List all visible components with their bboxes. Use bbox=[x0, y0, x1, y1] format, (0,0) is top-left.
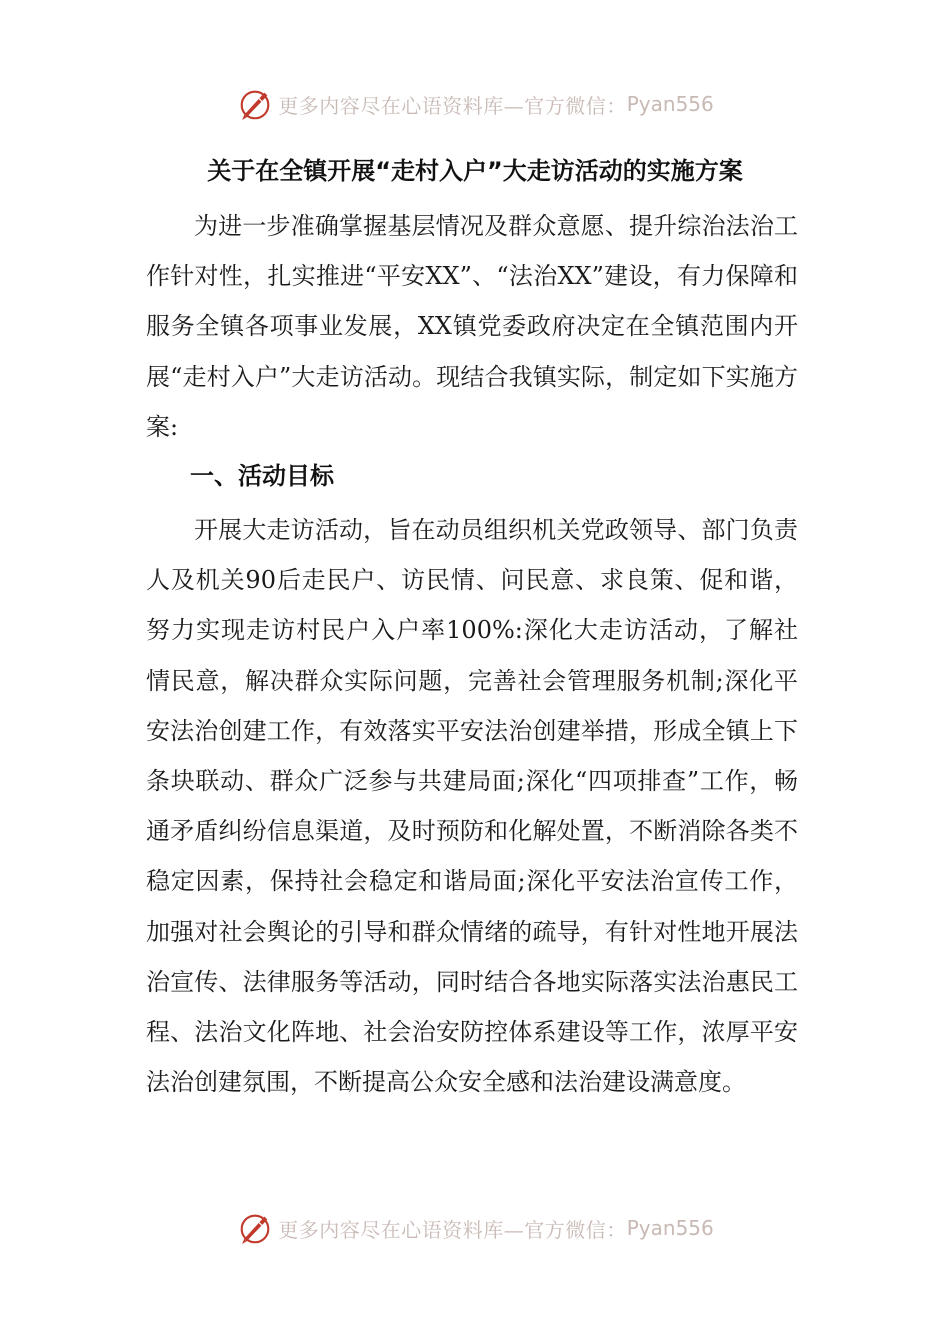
header-watermark bbox=[0, 84, 950, 124]
document-title: 关于在全镇开展“走村入户”大走访活动的实施方案 bbox=[207, 157, 743, 185]
section-heading-objectives: 一、活动目标 bbox=[190, 462, 334, 490]
watermark-wechat-id: Pyan556 bbox=[626, 1216, 714, 1240]
watermark-text: 更多内容尽在心语资料库—官方微信： bbox=[278, 1217, 627, 1242]
watermark-text: 更多内容尽在心语资料库—官方微信： bbox=[278, 93, 627, 118]
quill-pen-circle-icon bbox=[236, 1209, 274, 1247]
quill-pen-circle-icon bbox=[236, 85, 274, 123]
watermark-wechat-id: Pyan556 bbox=[626, 92, 714, 116]
intro-paragraph: 为进一步准确掌握基层情况及群众意愿、提升综治法治工作针对性，扎实推进“平安XX”、“法治XX”建设，有力保障和服务全镇各项事业发展，XX镇党委政府决定在全镇范围内开展“走村入户”大走访活动。现结合我镇实际，制定如下实施方案: bbox=[146, 212, 798, 441]
footer-watermark bbox=[0, 1208, 950, 1248]
section-paragraph-objectives: 开展大走访活动，旨在动员组织机关党政领导、部门负责人及机关90后走民户、访民情、问民意、求良策、促和谐，努力实现走访村民户入户率100%:深化大走访活动，了解社情民意，解决群众实际问题，完善社会管理服务机制;深化平安法治创建工作，有效落实平安法治创建举措，形成全镇上下条块联动、群众广泛参与共建局面;深化“四项排查”工作，畅通矛盾纠纷信息渠道，及时预防和化解处置，不断消除各类不稳定因素，保持社会稳定和谐局面;深化平安法治宣传工作，加强对社会舆论的引导和群众情绪的疏导，有针对性地开展法治宣传、法律服务等活动，同时结合各地实际落实法治惠民工程、法治文化阵地、社会治安防控体系建设等工作，浓厚平安法治创建氛围，不断提高公众安全感和法治建设满意度。 bbox=[146, 516, 798, 1097]
